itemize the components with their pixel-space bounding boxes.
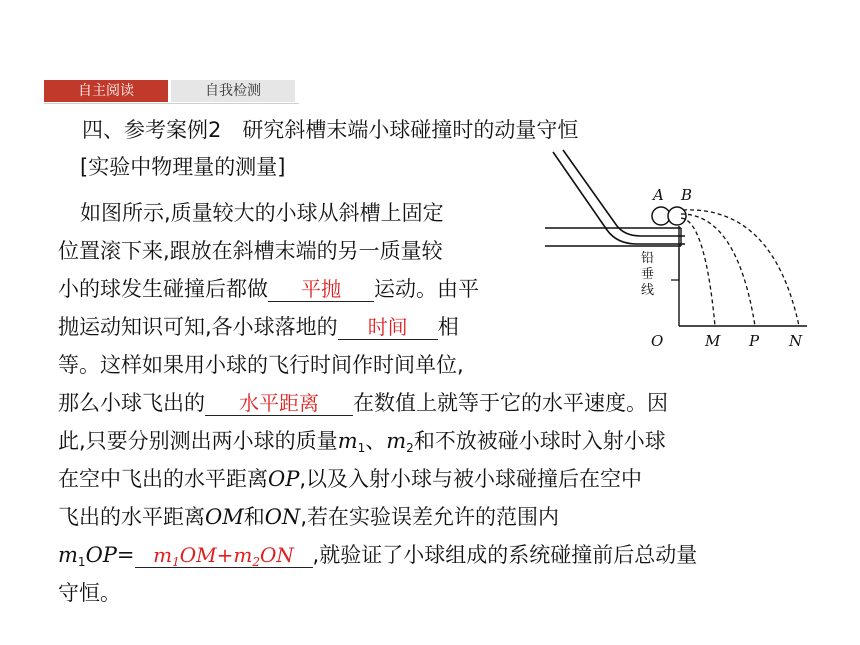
label-a: A xyxy=(653,186,664,204)
tab-divider xyxy=(44,103,299,104)
trajectory-p xyxy=(681,214,755,326)
chute-upper-edge xyxy=(553,152,685,244)
tab-self-reading[interactable]: 自主阅读 xyxy=(44,80,168,102)
label-b: B xyxy=(681,186,693,204)
para-line-11: 守恒。 xyxy=(58,581,121,605)
answer-blank-2: 时间 xyxy=(338,315,438,340)
para-line-3: 小的球发生碰撞后都做 平抛 运动。由平 xyxy=(58,277,479,301)
answer-blank-4: $m_1OM+m_2ON$ xyxy=(135,543,313,568)
answer-blank-3: 水平距离 xyxy=(205,391,353,416)
svg-text:铅: 铅 xyxy=(641,251,655,266)
svg-text:线: 线 xyxy=(641,283,655,298)
plumb-arrow xyxy=(671,248,679,280)
tab-bar xyxy=(44,80,295,102)
label-o: O xyxy=(651,332,664,350)
svg-text:垂: 垂 xyxy=(641,267,655,282)
para-line-8: 在空中飞出的水平距离OP,以及入射小球与被小球碰撞后在空中 xyxy=(58,467,643,491)
collision-apparatus-diagram xyxy=(545,148,815,353)
label-p: P xyxy=(749,332,760,350)
para-line-2: 位置滚下来,跟放在斜槽末端的另一质量较 xyxy=(58,239,443,263)
para-line-9: 飞出的水平距离OM和ON,若在实验误差允许的范围内 xyxy=(58,505,559,529)
para-line-7: 此,只要分别测出两小球的质量$m_1$、$m_2$和不放被碰小球时入射小球 xyxy=(58,429,666,455)
section-heading: 四、参考案例2 研究斜槽末端小球碰撞时的动量守恒 xyxy=(82,118,579,142)
label-n: N xyxy=(789,332,803,350)
apparatus-figure xyxy=(545,148,815,353)
trajectory-m xyxy=(681,218,715,326)
answer-blank-1: 平抛 xyxy=(268,277,374,302)
label-m: M xyxy=(705,332,721,350)
para-line-4: 抛运动知识可知,各小球落地的 时间 相 xyxy=(58,315,459,339)
para-line-10: $m_1OP= m_1OM+m_2ON$ ,就验证了小球组成的系统碰撞前后总动量 xyxy=(58,543,698,569)
para-line-1: 如图所示,质量较大的小球从斜槽上固定 xyxy=(80,201,444,225)
para-line-6: 那么小球飞出的 水平距离 在数值上就等于它的水平速度。因 xyxy=(58,391,668,415)
para-line-5: 等。这样如果用小球的飞行时间作时间单位, xyxy=(58,353,464,377)
tab-self-test[interactable]: 自我检测 xyxy=(171,80,295,102)
section-subheading: [实验中物理量的测量] xyxy=(80,155,286,179)
